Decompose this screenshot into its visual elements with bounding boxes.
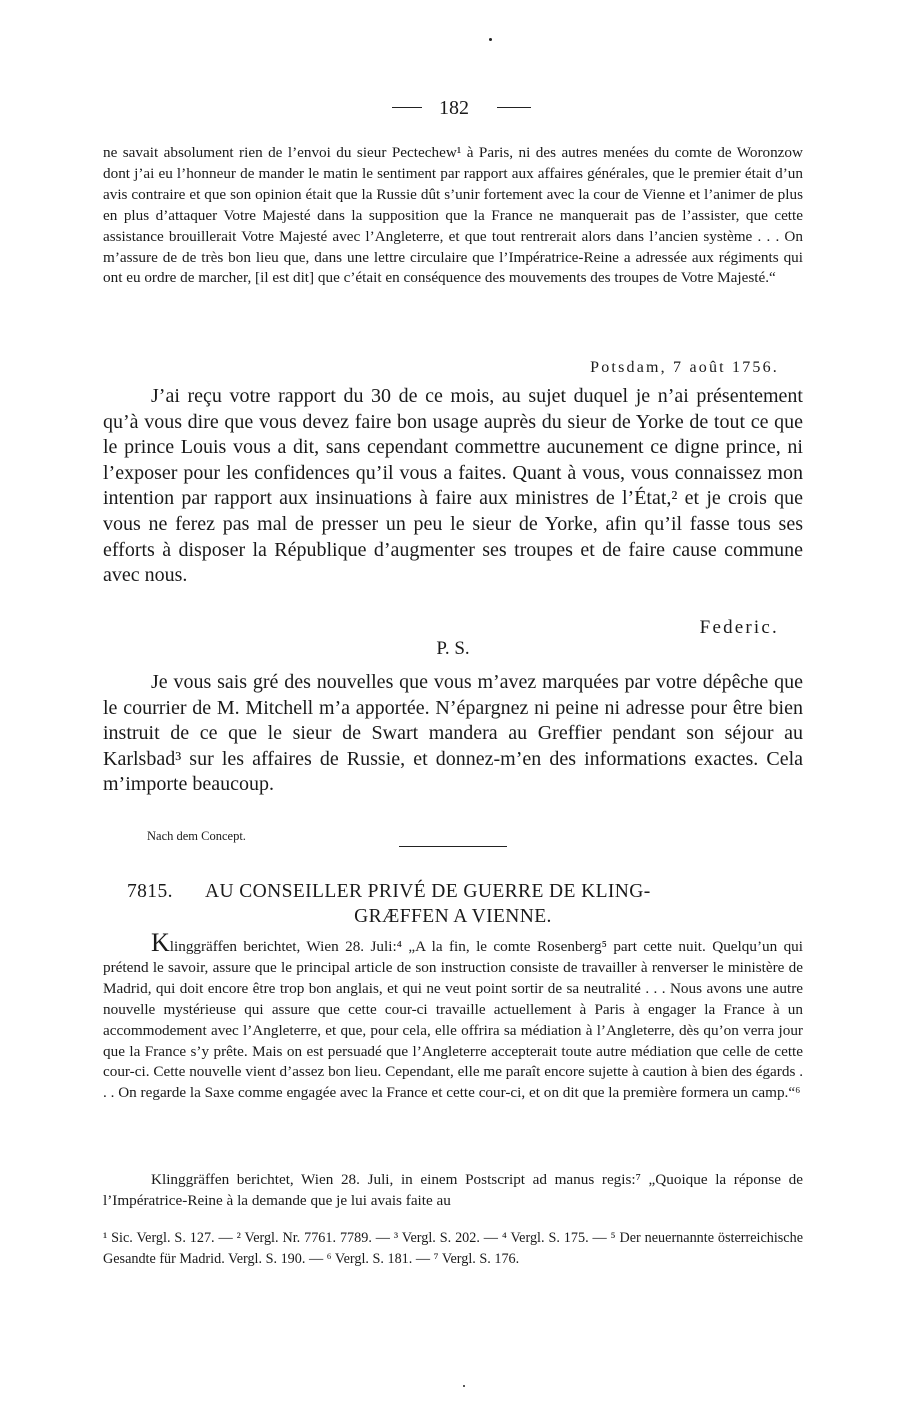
section-divider bbox=[399, 846, 507, 847]
header-dash-right bbox=[497, 107, 531, 108]
report-text: linggräffen berichtet, Wien 28. Juli:⁴ „A la fin, le comte Rosenberg⁵ part cette nuit. Quelqu’un qui prétend le savoir, assure que le principal article de son instruction consiste de travailler à renverser le ministère de Madrid, qui doit encore être trop bon anglais, et qui ne veut point sortir de sa neutralité . . . Nous avons une autre nouvelle mystérieuse qui assure que cette cour-ci travaille actuellement à Paris à engager la France à un accommodement avec l’Angleterre, et que, pour cela, elle offrira sa médiation à l’Angleterre, dès qu’on verra jour que la France s’y prête. Mais on est persuadé que l’Angleterre accepterait toute autre médiation que celle de cette cour-ci. Cette nouvelle vient d’assez bon lieu. Cependant, elle me paraît encore sujette à caution à bien des égards . . . On regarde la Saxe comme engagée avec la France et cette cour-ci, et on dit que la première formera un camp.“⁶ bbox=[103, 938, 803, 1102]
klinggraeffen-postscript: Klinggräffen berichtet, Wien 28. Juli, in einem Postscript ad manus regis:⁷ „Quoique la réponse de l’Impératrice-Reine à la demande que je lui avais faite au bbox=[103, 1171, 803, 1209]
section-number: 7815. bbox=[127, 881, 173, 902]
header-dash-left bbox=[392, 107, 422, 108]
print-speck bbox=[489, 38, 492, 41]
page-header bbox=[0, 96, 900, 122]
section-title-line-2: GRÆFFEN A VIENNE. bbox=[354, 906, 552, 927]
section-title-line-1: AU CONSEILLER PRIVÉ DE GUERRE DE KLING- bbox=[205, 881, 651, 902]
drop-cap: K bbox=[151, 928, 170, 957]
place-date: Potsdam, 7 août 1756. bbox=[590, 359, 779, 376]
quoted-report-continuation: ne savait absolument rien de l’envoi du sieur Pectechew¹ à Paris, ni des autres menées du comte de Woronzow dont j’ai eu l’honneur de mander le matin le sentiment par rapport aux affaires générales, que le premier était d’un avis contraire et que son opinion était que la Russie dût s’unir fortement avec la cour de Vienne et l’animer de plus en plus d’attaquer Votre Majesté dans la supposition que la France ne manquerait pas de l’assister, que cette assistance brouillerait Votre Majesté avec l’Angleterre, et que tout rentrerait alors dans l’ancien système . . . On m’assure de de très bon lieu que, dans une lettre circulaire que l’Impératrice-Reine a adressée aux régiments qui ont eu ordre de marcher, [il est dit] que c’était en conséquence des mouvements des troupes de Votre Majesté.“ bbox=[103, 144, 803, 287]
source-note: Nach dem Concept. bbox=[147, 829, 246, 843]
postscript-body: Je vous sais gré des nouvelles que vous m’avez marquées par votre dépêche que le courrier de M. Mitchell m’a apportée. N’épargnez ni peine ni adresse pour être bien instruit de ce que le sieur de Swart mandera au Greffier pendant son séjour au Karlsbad³ sur les affaires de Russie, et donnez-m’en des informations exactes. Cela m’importe beaucoup. bbox=[103, 671, 803, 796]
page-number: 182 bbox=[439, 97, 469, 119]
letter-body: J’ai reçu votre rapport du 30 de ce mois, au sujet duquel je n’ai présentement qu’à vous dire que vous devez faire bon usage auprès du sieur de Yorke de tout ce que le prince Louis vous a dit, sans cependant commettre aucunement ce digne prince, ni l’exposer pour les confidences qu’il vous a faites. Quant à vous, vous connaissez mon intention par rapport aux insinuations à faire aux ministres de l’État,² et je crois que vous ne ferez pas mal de presser un peu le sieur de Yorke, afin qu’il fasse tous ses efforts à disposer la République d’augmenter ses troupes et de faire cause commune avec nous. bbox=[103, 385, 803, 587]
signature: Federic. bbox=[699, 617, 779, 638]
print-speck bbox=[463, 1385, 465, 1387]
footnotes: ¹ Sic. Vergl. S. 127. — ² Vergl. Nr. 7761. 7789. — ³ Vergl. S. 202. — ⁴ Vergl. S. 175. — ⁵ Der neuernannte österreichische Gesandte für Madrid. Vergl. S. 190. — ⁶ Vergl. S. 181. — ⁷ Vergl. S. 176. bbox=[103, 1230, 803, 1267]
postscript-heading: P. S. bbox=[436, 638, 470, 659]
klinggraeffen-report bbox=[103, 928, 803, 1104]
